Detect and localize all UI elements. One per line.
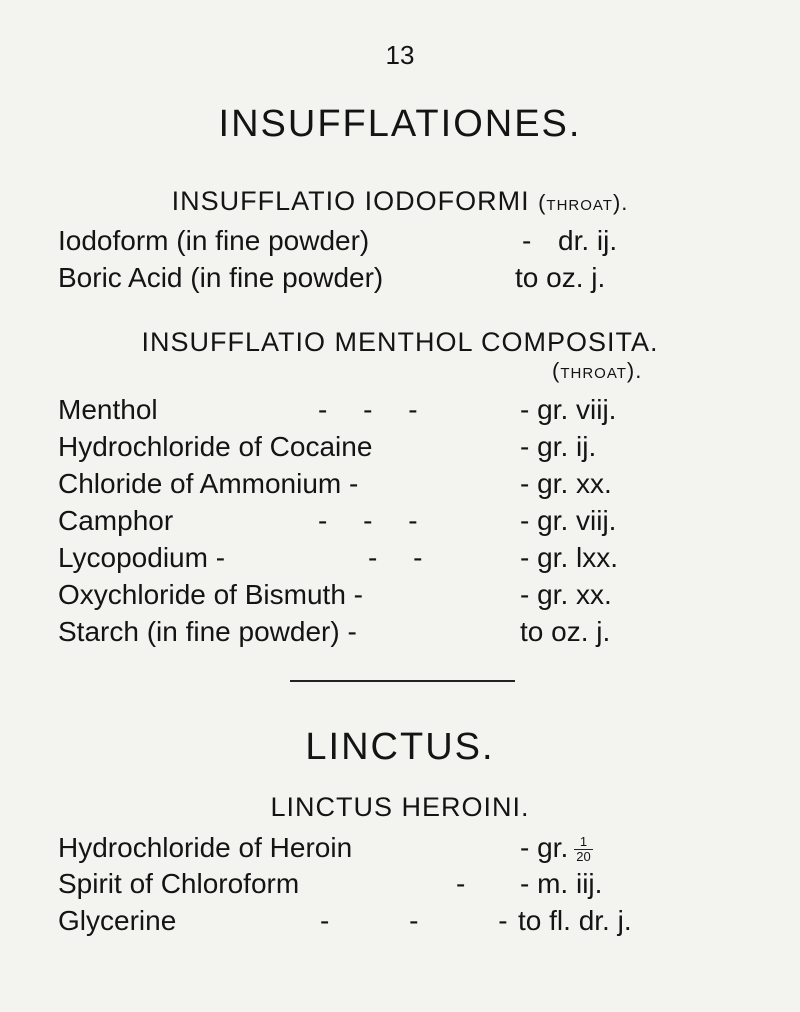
ingredient-row — [58, 431, 758, 471]
ingredient-dashes: - - - — [318, 505, 432, 536]
recipe-title-note: (throat). — [538, 190, 629, 215]
ingredient-qty: - gr. viij. — [520, 394, 617, 425]
ingredient-name: Chloride of Ammonium - — [58, 468, 359, 499]
fraction — [574, 835, 592, 864]
ingredient-qty: to fl. dr. j. — [518, 905, 632, 936]
fraction-numerator: 1 — [574, 835, 592, 850]
ingredient-name: Boric Acid (in fine powder) — [58, 262, 384, 293]
ingredient-row — [58, 905, 758, 945]
recipe-title-heroini: LINCTUS HEROINI. — [270, 792, 530, 822]
section-title-linctus: LINCTUS. — [305, 726, 495, 768]
ingredient-qty: dr. ij. — [558, 225, 618, 256]
ingredient-name: Starch (in fine powder) - — [58, 616, 357, 647]
ingredient-name: Hydrochloride of Cocaine — [58, 431, 373, 462]
ingredient-qty: - gr. lxx. — [520, 542, 619, 573]
ingredient-name: Iodoform (in fine powder) — [58, 225, 370, 256]
ingredient-row — [58, 542, 758, 582]
ingredient-qty: - gr. xx. — [520, 579, 612, 610]
ingredient-name: Lycopodium - — [58, 542, 226, 573]
ingredient-dash: - — [522, 225, 532, 256]
ingredient-qty — [520, 832, 593, 864]
ingredient-name: Hydrochloride of Heroin — [58, 832, 353, 863]
section-divider — [290, 680, 515, 682]
ingredient-name: Menthol — [58, 394, 158, 425]
fraction-denominator: 20 — [576, 849, 591, 865]
ingredient-name: Camphor — [58, 505, 174, 536]
section-title-insufflationes: INSUFFLATIONES. — [218, 103, 582, 145]
ingredient-row — [58, 468, 758, 508]
ingredient-dashes: - - — [368, 542, 437, 573]
ingredient-dash: - — [456, 868, 466, 899]
page-number: 13 — [385, 40, 415, 70]
ingredient-qty: - gr. viij. — [520, 505, 617, 536]
ingredient-name: Oxychloride of Bismuth - — [58, 579, 363, 610]
recipe-title-main: INSUFFLATIO IODOFORMI — [171, 186, 530, 216]
ingredient-qty: to oz. j. — [520, 616, 611, 647]
ingredient-row — [58, 262, 758, 302]
ingredient-row — [58, 225, 758, 265]
ingredient-name: Spirit of Chloroform — [58, 868, 300, 899]
ingredient-row — [58, 868, 758, 908]
ingredient-qty: - gr. xx. — [520, 468, 612, 499]
ingredient-row — [58, 616, 758, 656]
ingredient-row — [58, 394, 758, 434]
ingredient-qty: - gr. ij. — [520, 431, 597, 462]
ingredient-row — [58, 579, 758, 619]
ingredient-qty: to oz. j. — [515, 262, 606, 293]
recipe-title-note: (throat). — [552, 358, 643, 383]
ingredient-name: Glycerine — [58, 905, 177, 936]
ingredient-row — [58, 505, 758, 545]
ingredient-qty-unit: - gr. — [520, 832, 569, 863]
ingredient-dashes: - - - — [320, 905, 544, 936]
ingredient-qty: - m. iij. — [520, 868, 603, 899]
recipe-title-menthol: INSUFFLATIO MENTHOL COMPOSITA. — [141, 327, 659, 357]
ingredient-row — [58, 832, 758, 872]
ingredient-dashes: - - - — [318, 394, 432, 425]
recipe-title-iodoformi — [0, 186, 800, 217]
